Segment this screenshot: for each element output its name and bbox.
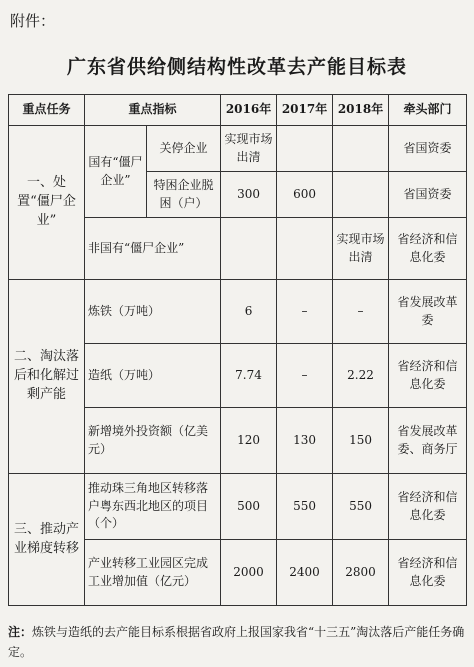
cell-2017: –	[277, 280, 333, 344]
cell-2018	[333, 126, 389, 172]
table-row	[9, 474, 467, 540]
cell-2018: 2800	[333, 540, 389, 606]
indicator: 造纸（万吨）	[85, 344, 221, 408]
cell-2018: 实现市场出清	[333, 218, 389, 280]
header-task: 重点任务	[9, 95, 85, 126]
cell-dept: 省经济和信息化委	[389, 540, 467, 606]
cell-2016: 2000	[221, 540, 277, 606]
section-1-label: 一、处置“僵尸企业”	[9, 126, 85, 280]
attachment-label: 附件：	[10, 12, 56, 30]
cell-dept: 省发展改革委、商务厅	[389, 408, 467, 474]
indicator: 炼铁（万吨）	[85, 280, 221, 344]
header-indicator: 重点指标	[85, 95, 221, 126]
cell-2017: –	[277, 344, 333, 408]
cell-2016: 500	[221, 474, 277, 540]
footnote-text: 炼铁与造纸的去产能目标系根据省政府上报国家我省“十三五”淘汰落后产能任务确定。	[8, 625, 465, 660]
cell-2016: 实现市场出清	[221, 126, 277, 172]
cell-2018: 550	[333, 474, 389, 540]
footnote-label: 注：	[8, 625, 33, 639]
cell-dept: 省国资委	[389, 126, 467, 172]
table-row	[9, 126, 467, 172]
cell-2017: 550	[277, 474, 333, 540]
cell-2017: 600	[277, 172, 333, 218]
indicator-group: 国有“僵尸企业”	[85, 126, 147, 218]
section-2-label: 二、淘汰落后和化解过剩产能	[9, 280, 85, 474]
cell-2016: 6	[221, 280, 277, 344]
cell-2017	[277, 126, 333, 172]
cell-2016: 7.74	[221, 344, 277, 408]
cell-2018: 2.22	[333, 344, 389, 408]
header-row	[9, 95, 467, 126]
indicator-sub: 关停企业	[147, 126, 221, 172]
target-table	[8, 94, 467, 606]
cell-dept: 省发展改革委	[389, 280, 467, 344]
cell-dept: 省经济和信息化委	[389, 344, 467, 408]
cell-2018: 150	[333, 408, 389, 474]
cell-2016: 300	[221, 172, 277, 218]
cell-dept: 省经济和信息化委	[389, 218, 467, 280]
cell-2017: 2400	[277, 540, 333, 606]
indicator-sub: 特困企业脱困（户）	[147, 172, 221, 218]
indicator: 新增境外投资额（亿美元）	[85, 408, 221, 474]
header-2017: 2017年	[277, 95, 333, 126]
cell-dept: 省经济和信息化委	[389, 474, 467, 540]
header-dept: 牵头部门	[389, 95, 467, 126]
cell-2016	[221, 218, 277, 280]
section-3-label: 三、推动产业梯度转移	[9, 474, 85, 606]
cell-2018: –	[333, 280, 389, 344]
indicator: 推动珠三角地区转移落户粤东西北地区的项目（个）	[85, 474, 221, 540]
header-2016: 2016年	[221, 95, 277, 126]
cell-dept: 省国资委	[389, 172, 467, 218]
cell-2017	[277, 218, 333, 280]
cell-2017: 130	[277, 408, 333, 474]
footnote	[8, 622, 466, 663]
indicator: 产业转移工业园区完成工业增加值（亿元）	[85, 540, 221, 606]
indicator: 非国有“僵尸企业”	[85, 218, 221, 280]
cell-2018	[333, 172, 389, 218]
document-title: 广东省供给侧结构性改革去产能目标表	[66, 56, 407, 78]
cell-2016: 120	[221, 408, 277, 474]
table-row	[9, 280, 467, 344]
header-2018: 2018年	[333, 95, 389, 126]
